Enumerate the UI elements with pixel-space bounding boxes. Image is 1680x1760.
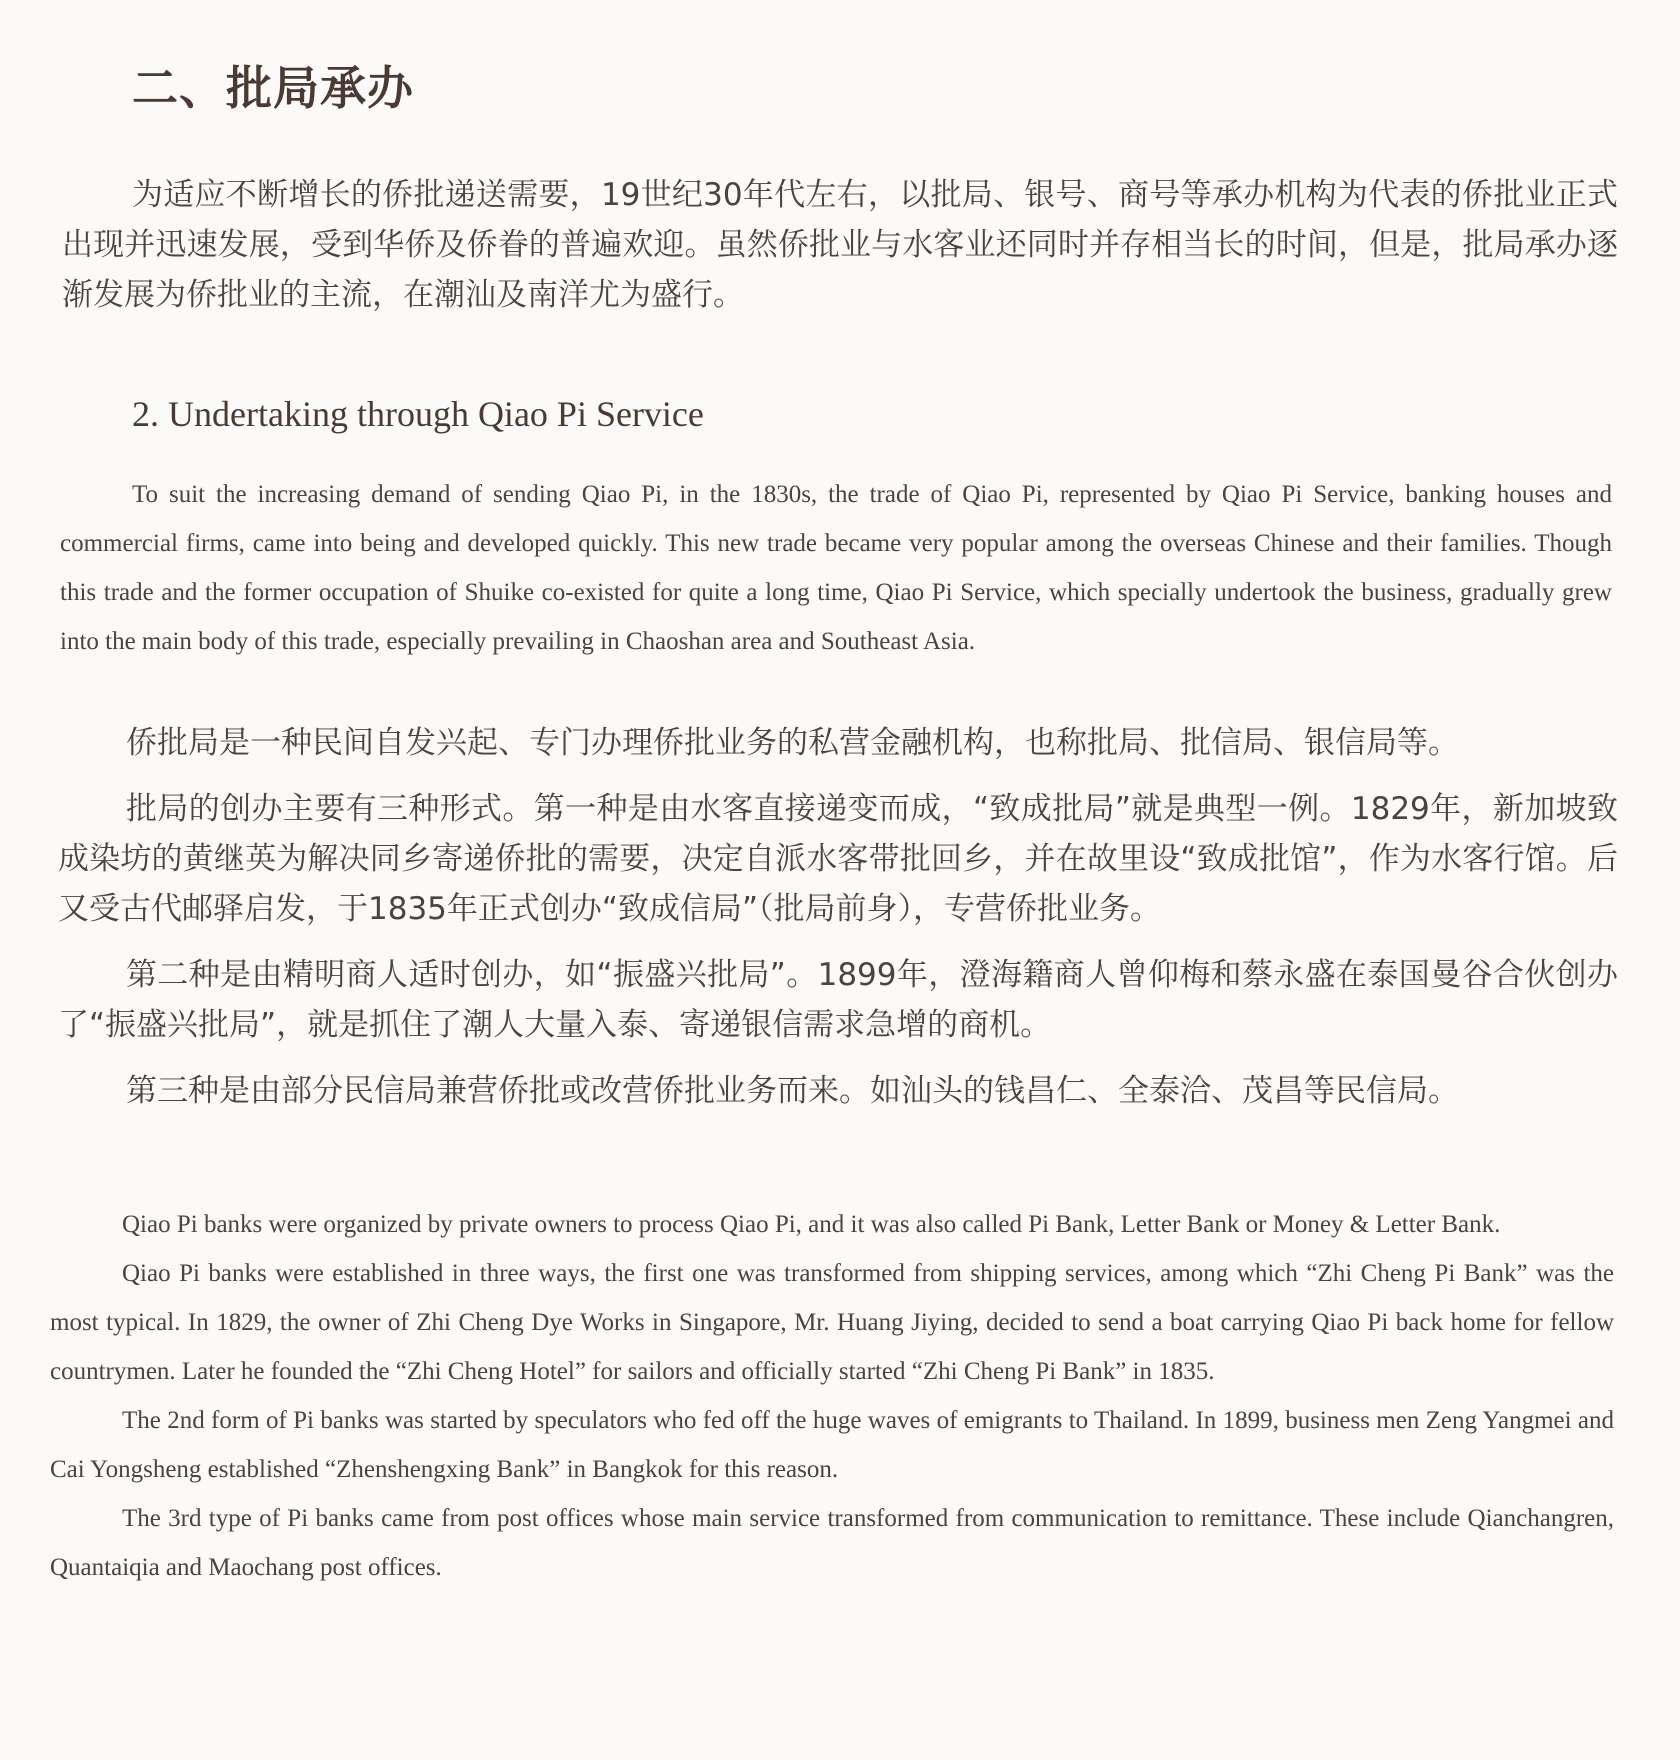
chinese-paragraph-second-form: 第二种是由精明商人适时创办，如“振盛兴批局”。1899年，澄海籍商人曾仰梅和蔡永盛在泰国曼谷合伙创办了“振盛兴批局”，就是抓住了潮人大量入泰、寄递银信需求急增的商机。 xyxy=(58,957,1618,1043)
english-section-title: 2. Undertaking through Qiao Pi Service xyxy=(132,394,704,434)
chinese-paragraph-definition: 侨批局是一种民间自发兴起、专门办理侨批业务的私营金融机构，也称批局、批信局、银信局等。 xyxy=(126,725,1459,761)
chinese-intro-paragraph: 为适应不断增长的侨批递送需要，19世纪30年代左右，以批局、银号、商号等承办机构为代表的侨批业正式出现并迅速发展，受到华侨及侨眷的普遍欢迎。虽然侨批业与水客业还同时并存相当长的时间，但是，批局承办逐渐发展为侨批业的主流，在潮汕及南洋尤为盛行。 xyxy=(62,177,1618,313)
english-paragraph-third-form: The 3rd type of Pi banks came from post offices whose main service transformed from communication to remittance. These include Qianchangren, Quantaiqia and Maochang post offices. xyxy=(50,1505,1614,1581)
chinese-section-title: 二、批局承办 xyxy=(132,61,414,115)
english-paragraph-second-form: The 2nd form of Pi banks was started by speculators who fed off the huge waves of emigrants to Thailand. In 1899, business men Zeng Yangmei and Cai Yongsheng established “Zhenshengxing Bank” in Bangkok for this reason. xyxy=(50,1407,1614,1483)
english-body-text xyxy=(50,1200,1614,1592)
english-intro-paragraph: To suit the increasing demand of sending Qiao Pi, in the 1830s, the trade of Qiao Pi, represented by Qiao Pi Service, banking houses and commercial firms, came into being and developed quickly. This new trade became very popular among the overseas Chinese and their families. Though this trade and the former occupation of Shuike co-existed for quite a long time, Qiao Pi Service, which specially undertook the business, gradually grew into the main body of this trade, especially prevailing in Chaoshan area and Southeast Asia. xyxy=(60,481,1612,655)
chinese-paragraph-third-form: 第三种是由部分民信局兼营侨批或改营侨批业务而来。如汕头的钱昌仁、全泰洽、茂昌等民信局。 xyxy=(126,1073,1459,1109)
english-paragraph-definition: Qiao Pi banks were organized by private owners to process Qiao Pi, and it was also called Pi Bank, Letter Bank or Money & Letter Bank. xyxy=(122,1211,1501,1238)
chinese-body-text xyxy=(58,718,1618,1132)
chinese-paragraph-first-form: 批局的创办主要有三种形式。第一种是由水客直接递变而成，“致成批局”就是典型一例。1829年，新加坡致成染坊的黄继英为解决同乡寄递侨批的需要，决定自派水客带批回乡，并在故里设“致成批馆”，作为水客行馆。后又受古代邮驿启发，于1835年正式创办“致成信局”（批局前身），专营侨批业务。 xyxy=(58,791,1618,927)
english-paragraph-first-form: Qiao Pi banks were established in three ways, the first one was transformed from shipping services, among which “Zhi Cheng Pi Bank” was the most typical. In 1829, the owner of Zhi Cheng Dye Works in Singapore, Mr. Huang Jiying, decided to send a boat carrying Qiao Pi back home for fellow countrymen. Later he founded the “Zhi Cheng Hotel” for sailors and officially started “Zhi Cheng Pi Bank” in 1835. xyxy=(50,1260,1614,1385)
